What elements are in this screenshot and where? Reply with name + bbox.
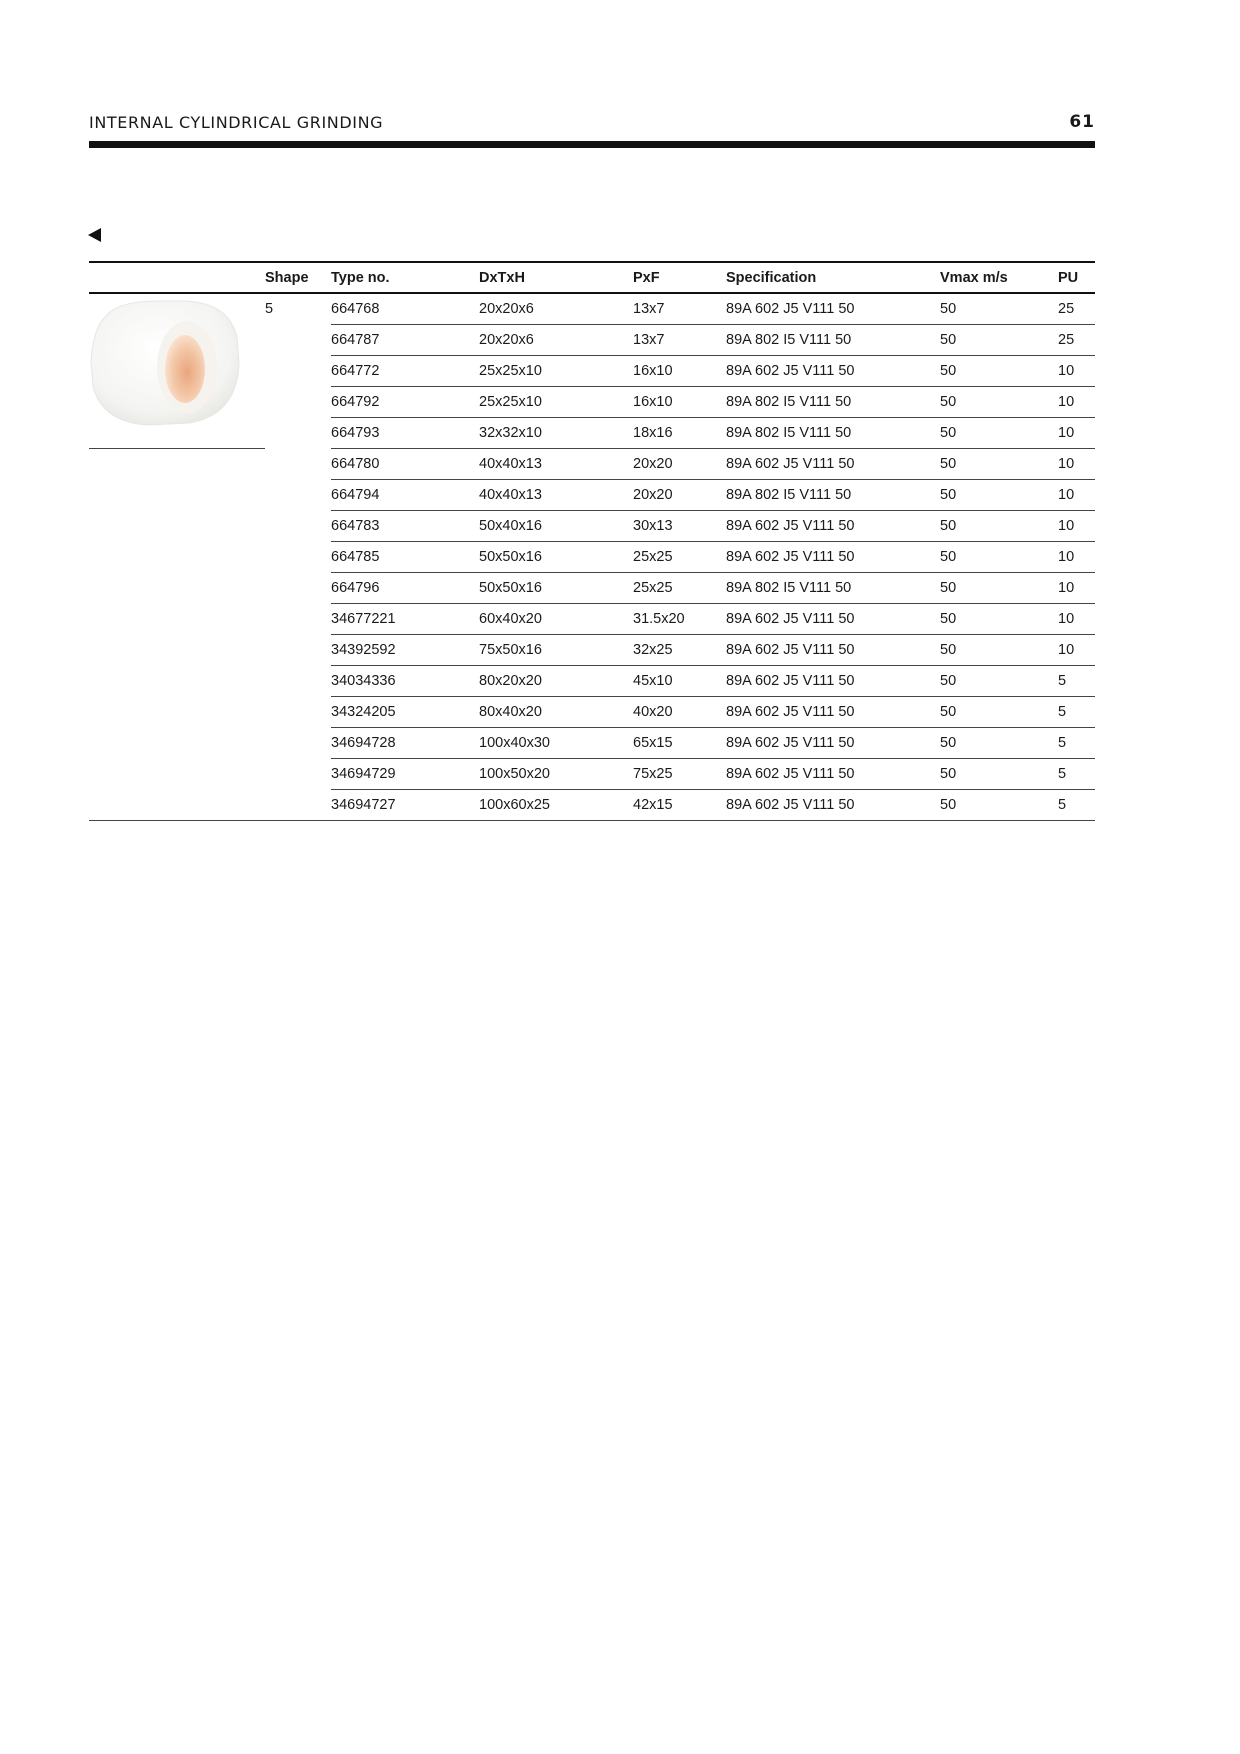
column-header-shape: Shape	[265, 269, 309, 286]
dimensions-cell: 50x50x16	[479, 542, 633, 573]
column-header-type-no: Type no.	[331, 269, 390, 286]
specification-cell: 89A 802 I5 V111 50	[726, 418, 940, 449]
vmax-cell: 50	[940, 635, 1058, 666]
specification-cell: 89A 802 I5 V111 50	[726, 325, 940, 356]
vmax-cell: 50	[940, 387, 1058, 418]
pxf-cell: 42x15	[633, 790, 726, 821]
pu-cell: 10	[1058, 511, 1095, 542]
column-header-dimensions: DxTxH	[479, 269, 525, 286]
pu-cell: 10	[1058, 449, 1095, 480]
pxf-cell: 20x20	[633, 480, 726, 511]
image-column-header	[89, 262, 265, 293]
dimensions-cell: 60x40x20	[479, 604, 633, 635]
type-no-cell: 34392592	[331, 635, 479, 666]
vmax-cell: 50	[940, 511, 1058, 542]
section-arrow-icon	[88, 228, 101, 242]
vmax-cell: 50	[940, 418, 1058, 449]
table-row	[89, 293, 1095, 325]
specification-cell: 89A 602 J5 V111 50	[726, 542, 940, 573]
specification-cell: 89A 602 J5 V111 50	[726, 790, 940, 821]
pu-cell: 25	[1058, 325, 1095, 356]
pu-cell: 10	[1058, 418, 1095, 449]
pu-cell: 5	[1058, 790, 1095, 821]
pxf-cell: 32x25	[633, 635, 726, 666]
dimensions-cell: 50x50x16	[479, 573, 633, 604]
vmax-cell: 50	[940, 728, 1058, 759]
type-no-cell: 34324205	[331, 697, 479, 728]
type-no-cell: 34034336	[331, 666, 479, 697]
pxf-cell: 30x13	[633, 511, 726, 542]
table-row	[89, 449, 1095, 480]
dimensions-cell: 20x20x6	[479, 325, 633, 356]
vmax-cell: 50	[940, 697, 1058, 728]
specification-cell: 89A 602 J5 V111 50	[726, 293, 940, 325]
specification-cell: 89A 602 J5 V111 50	[726, 697, 940, 728]
pu-cell: 10	[1058, 356, 1095, 387]
specification-cell: 89A 802 I5 V111 50	[726, 480, 940, 511]
type-no-cell: 664780	[331, 449, 479, 480]
pu-cell: 25	[1058, 293, 1095, 325]
vmax-cell: 50	[940, 604, 1058, 635]
type-no-cell: 664772	[331, 356, 479, 387]
vmax-cell: 50	[940, 449, 1058, 480]
dimensions-cell: 25x25x10	[479, 387, 633, 418]
pu-cell: 10	[1058, 387, 1095, 418]
specification-cell: 89A 602 J5 V111 50	[726, 449, 940, 480]
pxf-cell: 13x7	[633, 293, 726, 325]
pxf-cell: 25x25	[633, 573, 726, 604]
vmax-cell: 50	[940, 573, 1058, 604]
vmax-cell: 50	[940, 666, 1058, 697]
dimensions-cell: 50x40x16	[479, 511, 633, 542]
type-no-cell: 664793	[331, 418, 479, 449]
dimensions-cell: 100x40x30	[479, 728, 633, 759]
pu-cell: 10	[1058, 480, 1095, 511]
dimensions-cell: 100x60x25	[479, 790, 633, 821]
specification-cell: 89A 602 J5 V111 50	[726, 356, 940, 387]
page-header-title: INTERNAL CYLINDRICAL GRINDING	[89, 113, 384, 132]
shape-cell: 5	[265, 293, 331, 821]
vmax-cell: 50	[940, 542, 1058, 573]
specification-cell: 89A 602 J5 V111 50	[726, 728, 940, 759]
vmax-cell: 50	[940, 293, 1058, 325]
pu-cell: 10	[1058, 573, 1095, 604]
dimensions-cell: 100x50x20	[479, 759, 633, 790]
type-no-cell: 664794	[331, 480, 479, 511]
type-no-cell: 34677221	[331, 604, 479, 635]
vmax-cell: 50	[940, 325, 1058, 356]
specification-cell: 89A 802 I5 V111 50	[726, 387, 940, 418]
type-no-cell: 664768	[331, 293, 479, 325]
column-header-pu: PU	[1058, 269, 1079, 286]
vmax-cell: 50	[940, 790, 1058, 821]
product-table-wrapper	[89, 261, 1095, 821]
pu-cell: 5	[1058, 697, 1095, 728]
vmax-cell: 50	[940, 759, 1058, 790]
specification-cell: 89A 602 J5 V111 50	[726, 635, 940, 666]
pxf-cell: 25x25	[633, 542, 726, 573]
dimensions-cell: 40x40x13	[479, 480, 633, 511]
product-table	[89, 261, 1095, 821]
specification-cell: 89A 602 J5 V111 50	[726, 759, 940, 790]
pxf-cell: 45x10	[633, 666, 726, 697]
dimensions-cell: 80x40x20	[479, 697, 633, 728]
empty-image-cell	[89, 449, 265, 821]
pxf-cell: 65x15	[633, 728, 726, 759]
grinding-wheel-image	[89, 297, 243, 429]
dimensions-cell: 40x40x13	[479, 449, 633, 480]
vmax-cell: 50	[940, 356, 1058, 387]
pxf-cell: 13x7	[633, 325, 726, 356]
type-no-cell: 664785	[331, 542, 479, 573]
type-no-cell: 664783	[331, 511, 479, 542]
vmax-cell: 50	[940, 480, 1058, 511]
pxf-cell: 31.5x20	[633, 604, 726, 635]
pu-cell: 10	[1058, 635, 1095, 666]
pxf-cell: 75x25	[633, 759, 726, 790]
dimensions-cell: 25x25x10	[479, 356, 633, 387]
column-header-vmax: Vmax m/s	[940, 269, 1008, 286]
pxf-cell: 16x10	[633, 356, 726, 387]
pu-cell: 10	[1058, 542, 1095, 573]
dimensions-cell: 80x20x20	[479, 666, 633, 697]
specification-cell: 89A 802 I5 V111 50	[726, 573, 940, 604]
specification-cell: 89A 602 J5 V111 50	[726, 511, 940, 542]
type-no-cell: 664796	[331, 573, 479, 604]
column-header-specification: Specification	[726, 269, 817, 286]
specification-cell: 89A 602 J5 V111 50	[726, 666, 940, 697]
table-header-row	[89, 262, 1095, 293]
pxf-cell: 16x10	[633, 387, 726, 418]
page-number: 61	[1069, 112, 1095, 132]
type-no-cell: 34694727	[331, 790, 479, 821]
type-no-cell: 664792	[331, 387, 479, 418]
product-image-cell	[89, 293, 265, 449]
dimensions-cell: 75x50x16	[479, 635, 633, 666]
pu-cell: 5	[1058, 728, 1095, 759]
dimensions-cell: 20x20x6	[479, 293, 633, 325]
header-rule	[89, 141, 1095, 148]
pu-cell: 5	[1058, 759, 1095, 790]
specification-cell: 89A 602 J5 V111 50	[726, 604, 940, 635]
type-no-cell: 34694728	[331, 728, 479, 759]
pxf-cell: 18x16	[633, 418, 726, 449]
type-no-cell: 34694729	[331, 759, 479, 790]
pu-cell: 10	[1058, 604, 1095, 635]
pxf-cell: 40x20	[633, 697, 726, 728]
pxf-cell: 20x20	[633, 449, 726, 480]
table-body	[89, 293, 1095, 821]
pu-cell: 5	[1058, 666, 1095, 697]
dimensions-cell: 32x32x10	[479, 418, 633, 449]
type-no-cell: 664787	[331, 325, 479, 356]
column-header-pxf: PxF	[633, 269, 660, 286]
